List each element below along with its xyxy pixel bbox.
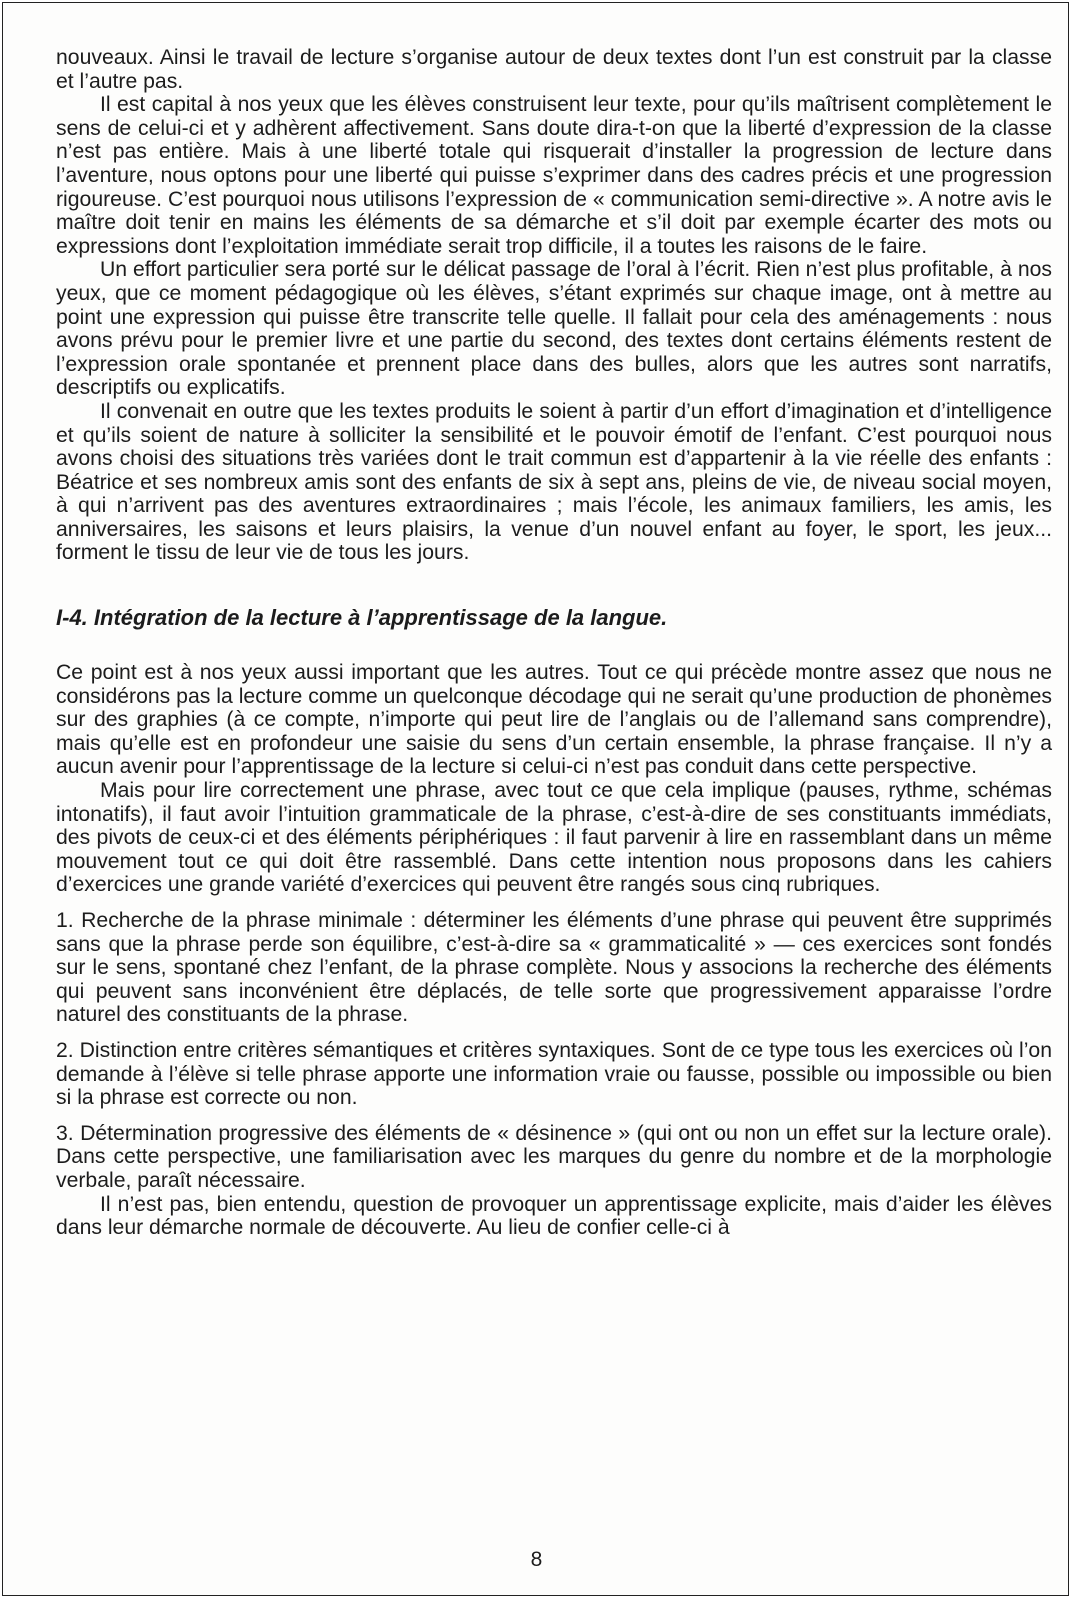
paragraph-construction-texte: Il est capital à nos yeux que les élèves construisent leur texte, pour qu’ils maîtrisent complètement le sens de celui-ci et y adhèrent affectivement. Sans doute dira-t-on que la liberté d’expression de la classe n’est pas entière. Mais à une liberté totale qui risquerait d’installer la progression de lecture dans l’aventure, nous optons pour une liberté qui puisse s’exprimer dans des cadres précis et une progression rigoureuse. C’est pourquoi nous utilisons l’expression de « communication semi-directive ». A notre avis le maître doit tenir en mains les éléments de sa démarche et s’il doit par exemple écarter des mots ou expressions dont l’exploitation immédiate serait trop difficile, il a toutes les raisons de le faire. <box>56 93 1052 258</box>
paragraph-lire-phrase: Mais pour lire correctement une phrase, avec tout ce que cela implique (pauses, rythme, schémas intonatifs), il faut avoir l’intuition grammaticale de la phrase, c’est-à-dire de ses constituants immédiats, des pivots de ceux-ci et des éléments périphériques : il faut parvenir à lire en rassemblant dans un même mouvement tout ce qui doit être rassemblé. Dans cette intention nous proposons dans les cahiers d’exercices une grande variété d’exercices qui peuvent être rangés sous cinq rubriques. <box>56 779 1052 897</box>
paragraph-closing: Il n’est pas, bien entendu, question de provoquer un apprentissage explicite, mais d’aider les élèves dans leur démarche normale de découverte. Au lieu de confier celle-ci à <box>56 1192 1052 1240</box>
page-number: 8 <box>530 1548 543 1571</box>
list-item-1: 1. Recherche de la phrase minimale : déterminer les éléments d’une phrase qui peuvent être supprimés sans que la phrase perde son équilibre, c’est-à-dire sa « grammaticalité » — ces exercices sont fondés sur le sens, spontané chez l’enfant, de la phrase complète. Nous y associons la recherche des éléments qui peuvent sans inconvénient être déplacés, de telle sorte que progressivement apparaisse l’ordre naturel des constituants de la phrase. <box>56 909 1052 1027</box>
paragraph-oral-ecrit: Un effort particulier sera porté sur le délicat passage de l’oral à l’écrit. Rien n’est plus profitable, à nos yeux, que ce moment pédagogique où les élèves, s’étant exprimés sur chaque image, ont à mettre au point une expression qui puisse être transcrite telle quelle. Il fallait pour cela des aménagements : nous avons prévu pour le premier livre et une partie du second, des textes dont certains éléments restent de l’expression orale spontanée et prennent place dans des bulles, alors que les autres sont narratifs, descriptifs ou explicatifs. <box>56 258 1052 400</box>
list-item-2: 2. Distinction entre critères sémantiques et critères syntaxiques. Sont de ce type tous les exercices où l’on demande à l’élève si telle phrase apporte une information vraie ou fausse, possible ou impossible ou bien si la phrase est correcte ou non. <box>56 1038 1052 1110</box>
paragraph-point-important: Ce point est à nos yeux aussi important que les autres. Tout ce qui précède montre assez que nous ne considérons pas la lecture comme un quelconque décodage qui ne serait qu’une production de phonèmes sur des graphies (à ce compte, n’importe qui peut lire de l’anglais ou de l’allemand sans comprendre), mais qu’elle est en profondeur une saisie du sens d’un certain ensemble, la phrase française. Il n’y a aucun avenir pour l’apprentissage de la lecture si celui-ci n’est pas conduit dans cette perspective. <box>56 661 1052 779</box>
paragraph-situations: Il convenait en outre que les textes produits le soient à partir d’un effort d’imagination et d’intelligence et qu’ils soient de nature à solliciter la sensibilité et le pouvoir émotif de l’enfant. C’est pourquoi nous avons choisi des situations très variées dont le trait commun est d’appartenir à la vie réelle des enfants : Béatrice et ses nombreux amis sont des enfants de six à sept ans, pleins de vie, de niveau social moyen, à qui n’arrivent pas des aventures extraordinaires ; mais l’école, les animaux familiers, les amis, les anniversaires, les saisons et leurs plaisirs, la venue d’un nouvel enfant au foyer, le sport, les jeux... forment le tissu de leur vie de tous les jours. <box>56 399 1052 565</box>
page-body <box>56 46 1052 1240</box>
section-heading: I-4. Intégration de la lecture à l’apprentissage de la langue. <box>56 605 668 631</box>
list-item-3: 3. Détermination progressive des éléments de « désinence » (qui ont ou non un effet sur la lecture orale). Dans cette perspective, une familiarisation avec les marques du genre du nombre et de la morphologie verbale, paraît nécessaire. <box>56 1121 1052 1192</box>
paragraph-continuation: nouveaux. Ainsi le travail de lecture s’organise autour de deux textes dont l’un est construit par la classe et l’autre pas. <box>56 46 1052 93</box>
